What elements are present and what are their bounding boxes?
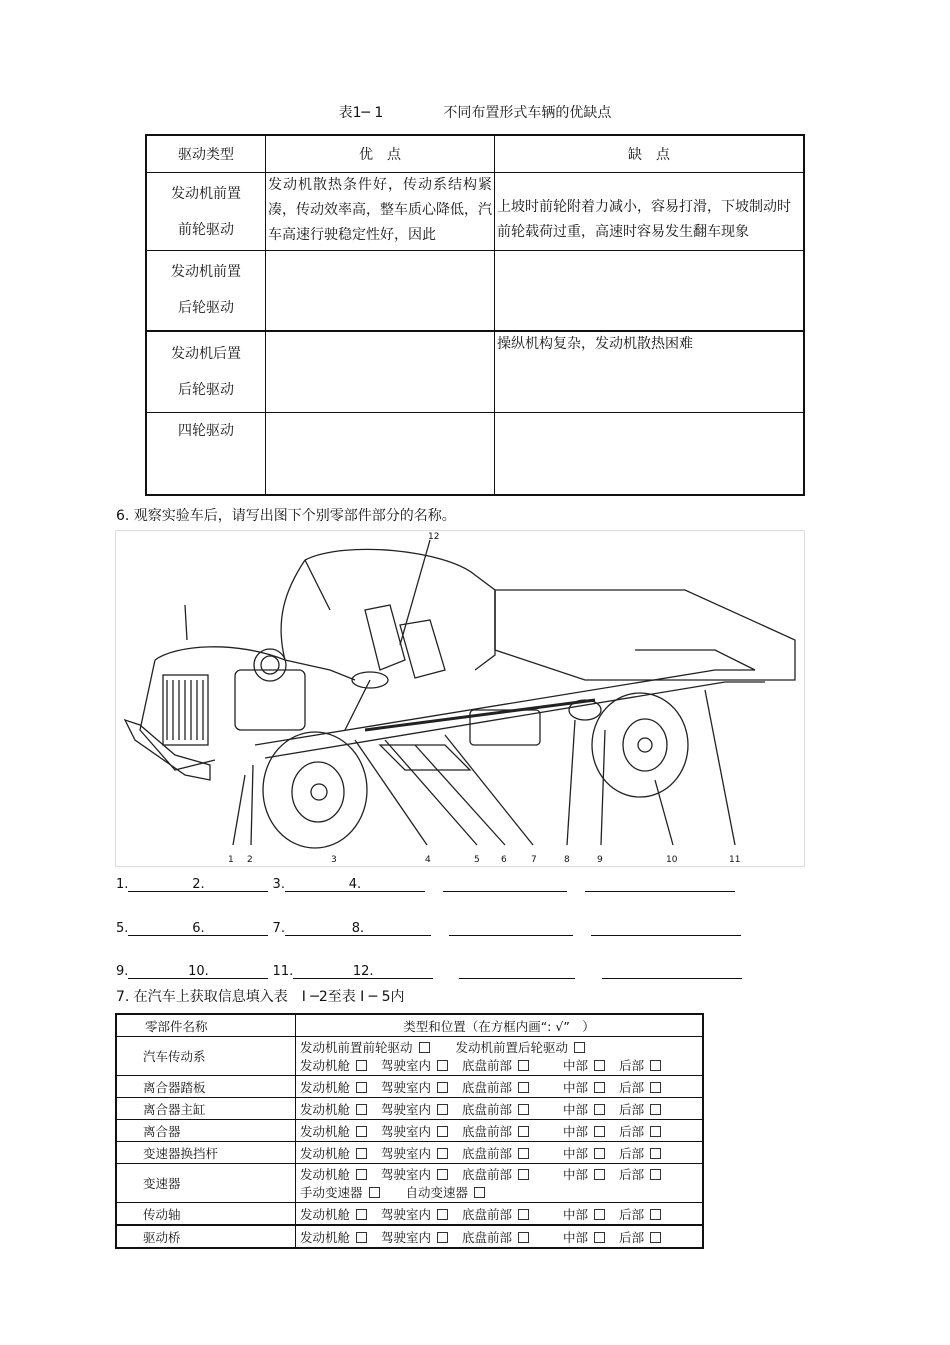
table1-header-row bbox=[146, 135, 804, 173]
location-option bbox=[300, 1205, 367, 1223]
location-label: 后部 bbox=[619, 1206, 645, 1222]
table-row bbox=[116, 1203, 703, 1226]
location-label: 发动机舱 bbox=[300, 1167, 351, 1182]
location-label: 发动机舱 bbox=[300, 1101, 351, 1117]
blank-label: 1. bbox=[116, 877, 129, 892]
location-label: 驾驶室内 bbox=[381, 1206, 432, 1222]
location-label: 后部 bbox=[619, 1101, 645, 1117]
answer-blank[interactable] bbox=[285, 877, 425, 892]
drive-type-line2: 后轮驱动 bbox=[178, 381, 234, 398]
checkbox[interactable] bbox=[474, 1187, 485, 1198]
location-label: 发动机舱 bbox=[300, 1206, 351, 1222]
location-label: 中部 bbox=[563, 1101, 589, 1117]
location-option bbox=[619, 1078, 661, 1096]
checkbox[interactable] bbox=[437, 1169, 448, 1180]
table-row bbox=[116, 1037, 703, 1076]
checkbox[interactable] bbox=[650, 1169, 661, 1180]
answer-blank[interactable] bbox=[128, 964, 268, 979]
location-label: 底盘前部 bbox=[462, 1145, 513, 1161]
location-option bbox=[381, 1205, 448, 1223]
part-name-cell: 离合器 bbox=[116, 1120, 296, 1142]
location-option bbox=[462, 1122, 529, 1140]
location-option bbox=[381, 1056, 448, 1074]
location-option bbox=[563, 1056, 605, 1074]
checkbox[interactable] bbox=[356, 1169, 367, 1180]
figure-label-11: 11 bbox=[729, 855, 741, 865]
checkbox[interactable] bbox=[594, 1126, 605, 1137]
location-option bbox=[381, 1100, 448, 1118]
checkbox[interactable] bbox=[518, 1169, 529, 1180]
location-option bbox=[563, 1205, 605, 1223]
part-name-cell: 变速器 bbox=[116, 1164, 296, 1203]
checkbox[interactable] bbox=[419, 1042, 430, 1053]
location-label: 底盘前部 bbox=[462, 1123, 513, 1139]
checkbox[interactable] bbox=[594, 1209, 605, 1220]
figure-label-5: 5 bbox=[474, 855, 480, 865]
figure-label-2: 2 bbox=[247, 855, 253, 865]
location-option bbox=[381, 1078, 448, 1096]
location-label: 驾驶室内 bbox=[381, 1123, 432, 1139]
location-label: 底盘前部 bbox=[462, 1079, 513, 1095]
blank-label: 10. bbox=[188, 964, 209, 979]
location-option bbox=[300, 1228, 367, 1246]
header-drive-type: 驱动类型 bbox=[146, 135, 266, 173]
type-label: 发动机前置前轮驱动 bbox=[300, 1040, 413, 1055]
cons-cell bbox=[495, 251, 805, 331]
location-option bbox=[563, 1100, 605, 1118]
checkbox[interactable] bbox=[356, 1209, 367, 1220]
drive-type-cell bbox=[146, 173, 266, 251]
drive-type-line2: 前轮驱动 bbox=[178, 221, 234, 238]
checkbox[interactable] bbox=[437, 1060, 448, 1071]
checkbox[interactable] bbox=[574, 1042, 585, 1053]
cons-cell: 上坡时前轮附着力减小，容易打滑，下坡制动时前轮载荷过重，高速时容易发生翻车现象 bbox=[495, 173, 805, 251]
checkbox[interactable] bbox=[518, 1148, 529, 1159]
checkbox[interactable] bbox=[369, 1187, 380, 1198]
table1-title bbox=[0, 102, 950, 122]
location-label: 驾驶室内 bbox=[381, 1229, 432, 1245]
location-label: 中部 bbox=[563, 1058, 589, 1073]
location-option bbox=[619, 1205, 661, 1223]
checkbox[interactable] bbox=[518, 1082, 529, 1093]
location-option bbox=[619, 1228, 661, 1246]
answer-blank[interactable] bbox=[459, 964, 575, 979]
drive-type-line1: 四轮驱动 bbox=[178, 423, 234, 439]
location-option bbox=[619, 1144, 661, 1162]
header-pros: 优 点 bbox=[266, 135, 495, 173]
location-option bbox=[462, 1144, 529, 1162]
table-row bbox=[116, 1225, 703, 1248]
table-row bbox=[116, 1076, 703, 1098]
checkbox[interactable] bbox=[650, 1104, 661, 1115]
location-label: 后部 bbox=[619, 1167, 645, 1182]
checkbox[interactable] bbox=[650, 1082, 661, 1093]
location-cell bbox=[296, 1098, 704, 1120]
location-label: 中部 bbox=[563, 1079, 589, 1095]
drive-type-cell bbox=[146, 251, 266, 331]
location-label: 中部 bbox=[563, 1145, 589, 1161]
blank-label: 6. bbox=[192, 921, 205, 936]
location-option bbox=[563, 1165, 605, 1183]
part-name-cell: 离合器主缸 bbox=[116, 1098, 296, 1120]
part-name-cell: 汽车传动系 bbox=[116, 1037, 296, 1076]
location-label: 中部 bbox=[563, 1206, 589, 1222]
answer-blank[interactable] bbox=[449, 921, 573, 936]
drive-type-line1: 发动机前置 bbox=[171, 185, 241, 202]
location-option bbox=[619, 1056, 661, 1074]
drive-type-line1: 发动机前置 bbox=[171, 264, 241, 281]
part-name-cell: 变速器换挡杆 bbox=[116, 1142, 296, 1164]
location-option bbox=[300, 1144, 367, 1162]
pros-cell bbox=[266, 331, 495, 413]
location-label: 底盘前部 bbox=[462, 1101, 513, 1117]
checkbox[interactable] bbox=[650, 1232, 661, 1243]
figure-label-6: 6 bbox=[501, 855, 507, 865]
location-cell bbox=[296, 1164, 704, 1203]
table1-number: 表1─ 1 bbox=[338, 105, 384, 121]
type-label: 自动变速器 bbox=[405, 1185, 469, 1200]
table1 bbox=[145, 134, 805, 496]
answer-row-2 bbox=[116, 921, 741, 936]
location-label: 发动机舱 bbox=[300, 1079, 351, 1095]
blank-label: 8. bbox=[351, 921, 365, 936]
truck-chassis-figure bbox=[115, 530, 805, 867]
table-row bbox=[116, 1164, 703, 1203]
checkbox[interactable] bbox=[650, 1209, 661, 1220]
table-row bbox=[116, 1120, 703, 1142]
location-label: 后部 bbox=[619, 1079, 645, 1095]
table-row bbox=[146, 173, 804, 251]
pros-cell bbox=[266, 251, 495, 331]
figure-label-10: 10 bbox=[666, 855, 678, 865]
checkbox[interactable] bbox=[437, 1148, 448, 1159]
checkbox[interactable] bbox=[437, 1104, 448, 1115]
type-option bbox=[300, 1038, 430, 1056]
figure-label-12: 12 bbox=[428, 532, 440, 542]
drive-type-cell bbox=[146, 413, 266, 495]
location-option bbox=[619, 1100, 661, 1118]
location-label: 后部 bbox=[619, 1229, 645, 1245]
blank-label: 7. bbox=[272, 921, 285, 936]
figure-label-9: 9 bbox=[597, 855, 603, 865]
location-option bbox=[462, 1205, 529, 1223]
location-option bbox=[300, 1078, 367, 1096]
header-part-name: 零部件名称 bbox=[116, 1014, 296, 1037]
checkbox[interactable] bbox=[594, 1169, 605, 1180]
part-name-cell: 离合器踏板 bbox=[116, 1076, 296, 1098]
checkbox[interactable] bbox=[356, 1104, 367, 1115]
location-cell bbox=[296, 1120, 704, 1142]
location-cell bbox=[296, 1225, 704, 1248]
location-option bbox=[462, 1165, 529, 1183]
blank-label: 4. bbox=[348, 877, 362, 892]
checkbox[interactable] bbox=[518, 1060, 529, 1071]
figure-label-4: 4 bbox=[425, 855, 431, 865]
part-name-cell: 驱动桥 bbox=[116, 1225, 296, 1248]
location-option bbox=[300, 1100, 367, 1118]
type-option bbox=[406, 1183, 486, 1201]
location-option bbox=[381, 1228, 448, 1246]
figure-label-3: 3 bbox=[331, 855, 337, 865]
location-option bbox=[563, 1144, 605, 1162]
location-cell bbox=[296, 1076, 704, 1098]
checkbox[interactable] bbox=[518, 1104, 529, 1115]
location-label: 后部 bbox=[619, 1145, 645, 1161]
location-cell bbox=[296, 1203, 704, 1226]
answer-blank[interactable] bbox=[128, 877, 268, 892]
type-option bbox=[300, 1183, 380, 1201]
checkbox[interactable] bbox=[594, 1232, 605, 1243]
location-cell bbox=[296, 1142, 704, 1164]
table-row bbox=[116, 1142, 703, 1164]
table-row bbox=[146, 251, 804, 331]
location-option bbox=[300, 1122, 367, 1140]
checkbox[interactable] bbox=[356, 1060, 367, 1071]
location-option bbox=[381, 1144, 448, 1162]
location-option bbox=[462, 1228, 529, 1246]
checkbox[interactable] bbox=[518, 1232, 529, 1243]
blank-label: 3. bbox=[272, 877, 285, 892]
blank-label: 11. bbox=[272, 964, 294, 979]
table1-caption: 不同布置形式车辆的优缺点 bbox=[443, 105, 612, 121]
checkbox[interactable] bbox=[518, 1126, 529, 1137]
checkbox[interactable] bbox=[356, 1126, 367, 1137]
table2 bbox=[115, 1013, 704, 1249]
table-row bbox=[116, 1098, 703, 1120]
location-label: 底盘前部 bbox=[462, 1167, 513, 1182]
checkbox[interactable] bbox=[437, 1232, 448, 1243]
checkbox[interactable] bbox=[650, 1148, 661, 1159]
pros-cell: 发动机散热条件好，传动系结构紧凑，传动效率高，整车质心降低，汽车高速行驶稳定性好，因此 bbox=[266, 173, 495, 251]
checkbox[interactable] bbox=[650, 1126, 661, 1137]
location-option bbox=[619, 1122, 661, 1140]
location-option bbox=[563, 1122, 605, 1140]
blank-label: 9. bbox=[116, 964, 129, 979]
location-label: 发动机舱 bbox=[300, 1123, 351, 1139]
figure-label-1: 1 bbox=[228, 855, 234, 865]
checkbox[interactable] bbox=[356, 1148, 367, 1159]
location-option bbox=[619, 1165, 661, 1183]
location-label: 后部 bbox=[619, 1123, 645, 1139]
cons-cell: 操纵机构复杂，发动机散热困难 bbox=[495, 331, 805, 413]
checkbox[interactable] bbox=[650, 1060, 661, 1071]
location-label: 发动机舱 bbox=[300, 1145, 351, 1161]
location-label: 发动机舱 bbox=[300, 1229, 351, 1245]
location-option bbox=[563, 1228, 605, 1246]
location-option bbox=[462, 1056, 529, 1074]
location-option bbox=[563, 1078, 605, 1096]
location-label: 底盘前部 bbox=[462, 1206, 513, 1222]
drive-type-line2: 后轮驱动 bbox=[178, 300, 234, 317]
question-7: 7. 在汽车上获取信息填入表 I ─2至表 I ─ 5内 bbox=[116, 989, 405, 1005]
blank-label: 2. bbox=[192, 877, 205, 892]
location-label: 底盘前部 bbox=[462, 1058, 513, 1073]
checkbox[interactable] bbox=[437, 1126, 448, 1137]
location-cell bbox=[296, 1037, 704, 1076]
answer-row-1 bbox=[116, 877, 735, 892]
checkbox[interactable] bbox=[594, 1060, 605, 1071]
checkbox[interactable] bbox=[437, 1209, 448, 1220]
location-label: 驾驶室内 bbox=[381, 1058, 432, 1073]
location-label: 驾驶室内 bbox=[381, 1079, 432, 1095]
checkbox[interactable] bbox=[518, 1209, 529, 1220]
blank-label: 5. bbox=[116, 921, 129, 936]
answer-blank[interactable] bbox=[602, 964, 742, 979]
answer-row-3 bbox=[116, 964, 742, 979]
figure-label-8: 8 bbox=[564, 855, 570, 865]
checkbox[interactable] bbox=[594, 1104, 605, 1115]
type-option bbox=[456, 1038, 586, 1056]
question-6: 6. 观察实验车后，请写出图下个别零部件部分的名称。 bbox=[116, 508, 456, 524]
location-option bbox=[300, 1165, 367, 1183]
location-label: 中部 bbox=[563, 1229, 589, 1245]
header-type-location: 类型和位置（在方框内画“: √” ） bbox=[296, 1014, 704, 1037]
location-label: 中部 bbox=[563, 1167, 589, 1182]
location-option bbox=[381, 1122, 448, 1140]
drive-type-cell bbox=[146, 331, 266, 413]
cons-cell bbox=[495, 413, 805, 495]
part-name-cell: 传动轴 bbox=[116, 1203, 296, 1226]
location-label: 后部 bbox=[619, 1058, 645, 1073]
table2-header-row bbox=[116, 1014, 703, 1037]
header-cons: 缺 点 bbox=[495, 135, 805, 173]
checkbox[interactable] bbox=[594, 1148, 605, 1159]
type-label: 发动机前置后轮驱动 bbox=[455, 1040, 569, 1055]
checkbox[interactable] bbox=[594, 1082, 605, 1093]
location-option bbox=[381, 1165, 448, 1183]
table-row bbox=[146, 331, 804, 413]
location-label: 驾驶室内 bbox=[381, 1101, 432, 1117]
checkbox[interactable] bbox=[356, 1232, 367, 1243]
location-label: 中部 bbox=[563, 1123, 589, 1139]
location-label: 驾驶室内 bbox=[381, 1145, 432, 1161]
answer-blank[interactable] bbox=[293, 964, 433, 979]
answer-blank[interactable] bbox=[128, 921, 268, 936]
table-row bbox=[146, 413, 804, 495]
drive-type-line1: 发动机后置 bbox=[171, 345, 241, 362]
answer-blank[interactable] bbox=[591, 921, 741, 936]
pros-cell bbox=[266, 413, 495, 495]
checkbox[interactable] bbox=[437, 1082, 448, 1093]
location-label: 驾驶室内 bbox=[381, 1167, 432, 1182]
location-option bbox=[462, 1100, 529, 1118]
location-option bbox=[462, 1078, 529, 1096]
location-option bbox=[300, 1056, 367, 1074]
figure-label-7: 7 bbox=[531, 855, 537, 865]
blank-label: 12. bbox=[352, 964, 374, 979]
type-label: 手动变速器 bbox=[300, 1185, 363, 1200]
answer-blank[interactable] bbox=[285, 921, 431, 936]
answer-blank[interactable] bbox=[585, 877, 735, 892]
location-label: 底盘前部 bbox=[462, 1229, 513, 1245]
checkbox[interactable] bbox=[356, 1082, 367, 1093]
answer-blank[interactable] bbox=[443, 877, 567, 892]
location-label: 发动机舱 bbox=[300, 1058, 351, 1073]
